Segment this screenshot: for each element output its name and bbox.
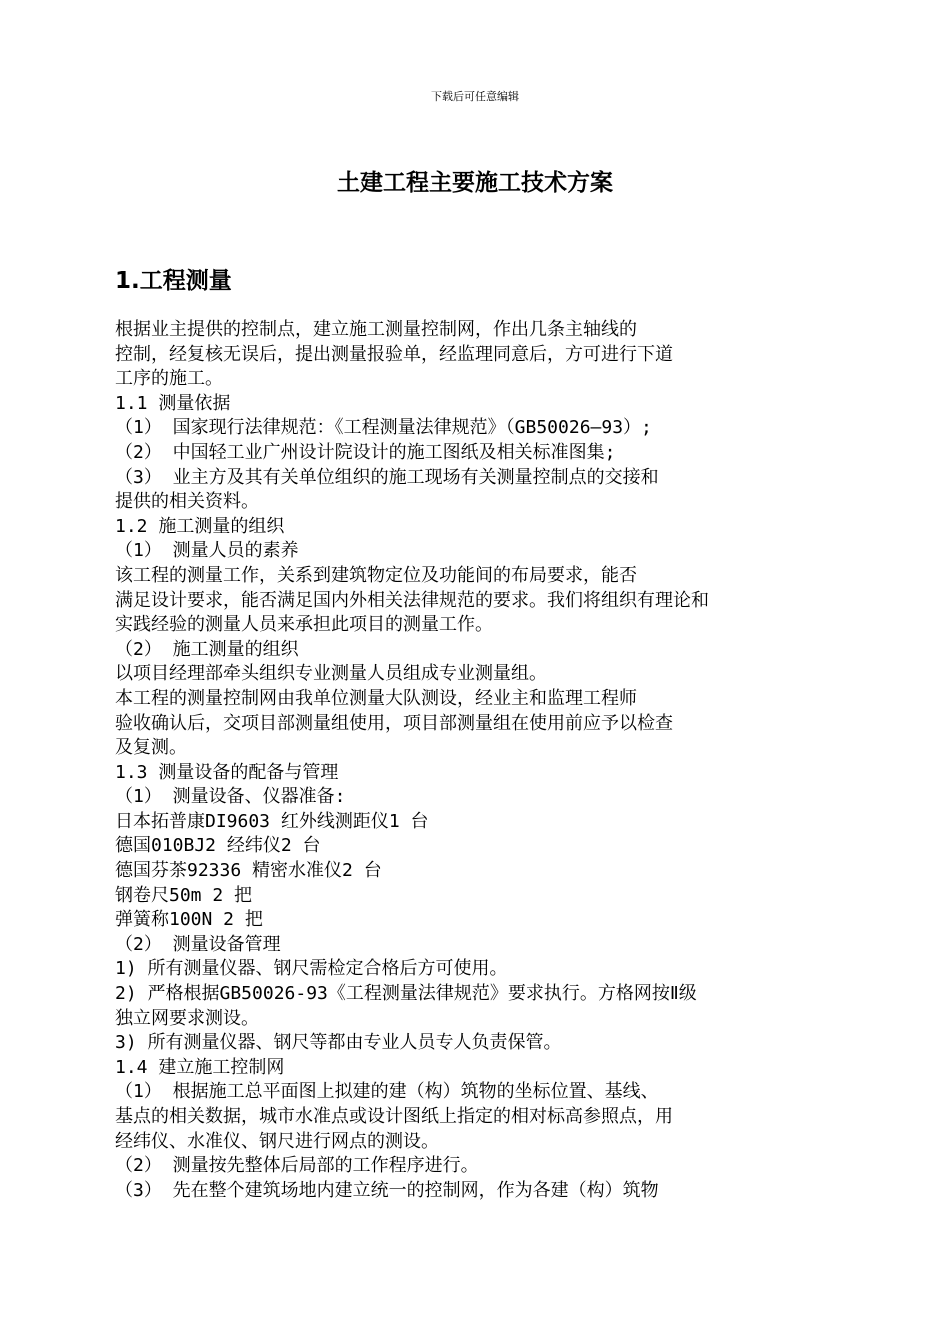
document-title: 土建工程主要施工技术方案 xyxy=(337,170,613,196)
body-line: （2） 中国轻工业广州设计院设计的施工图纸及相关标准图集; xyxy=(115,441,616,463)
body-line: 实践经验的测量人员来承担此项目的测量工作。 xyxy=(115,614,493,636)
body-line: 工序的施工。 xyxy=(115,368,223,390)
body-line: 控制，经复核无误后，提出测量报验单，经监理同意后，方可进行下道 xyxy=(115,343,673,365)
body-line: 钢卷尺50m 2 把 xyxy=(115,884,253,906)
body-line: （1） 测量设备、仪器准备: xyxy=(115,786,346,808)
body-line: 3) 所有测量仪器、钢尺等都由专业人员专人负责保管。 xyxy=(115,1032,562,1054)
body-line: 本工程的测量控制网由我单位测量大队测设，经业主和监理工程师 xyxy=(115,687,637,709)
body-line: 德国芬茶92336 精密水准仪2 台 xyxy=(115,860,382,882)
body-line: 满足设计要求，能否满足国内外相关法律规范的要求。我们将组织有理论和 xyxy=(115,589,709,611)
body-line: 经纬仪、水准仪、钢尺进行网点的测设。 xyxy=(115,1130,439,1152)
body-line: （1） 国家现行法律规范：《工程测量法律规范》（GB50026—93）; xyxy=(115,417,652,439)
document-body xyxy=(115,318,915,1203)
body-line: 日本拓普康DI9603 红外线测距仪1 台 xyxy=(115,810,429,832)
body-line: 1) 所有测量仪器、钢尺需检定合格后方可使用。 xyxy=(115,958,508,980)
body-line: 基点的相关数据，城市水准点或设计图纸上指定的相对标高参照点，用 xyxy=(115,1106,673,1127)
body-line: 该工程的测量工作，关系到建筑物定位及功能间的布局要求，能否 xyxy=(115,564,637,586)
body-line: 提供的相关资料。 xyxy=(115,491,259,513)
body-line: （2） 施工测量的组织 xyxy=(115,638,299,660)
body-line: （2） 测量设备管理 xyxy=(115,933,281,955)
body-line: （3） 先在整个建筑场地内建立统一的控制网，作为各建（构）筑物 xyxy=(115,1179,659,1201)
section-heading: 1.工程测量 xyxy=(115,268,232,294)
body-line: 1.2 施工测量的组织 xyxy=(115,515,285,537)
body-line: 1.3 测量设备的配备与管理 xyxy=(115,761,339,783)
body-line: （2） 测量按先整体后局部的工作程序进行。 xyxy=(115,1155,479,1177)
body-line: 1.1 测量依据 xyxy=(115,392,231,414)
header-note: 下载后可任意编辑 xyxy=(431,90,519,103)
body-line: 弹簧称100N 2 把 xyxy=(115,909,263,931)
body-line: 独立网要求测设。 xyxy=(115,1007,259,1029)
body-line: （1） 根据施工总平面图上拟建的建（构）筑物的坐标位置、基线、 xyxy=(115,1081,659,1103)
body-line: 及复测。 xyxy=(115,737,187,759)
body-line: 根据业主提供的控制点，建立施工测量控制网，作出几条主轴线的 xyxy=(115,319,637,340)
body-line: 2) 严格根据GB50026-93《工程测量法律规范》要求执行。方格网按Ⅱ级 xyxy=(115,983,697,1005)
body-line: （3） 业主方及其有关单位组织的施工现场有关测量控制点的交接和 xyxy=(115,466,659,488)
body-line: 1.4 建立施工控制网 xyxy=(115,1056,285,1078)
body-line: （1） 测量人员的素养 xyxy=(115,540,299,562)
body-line: 德国010BJ2 经纬仪2 台 xyxy=(115,835,321,857)
body-line: 验收确认后，交项目部测量组使用，项目部测量组在使用前应予以检查 xyxy=(115,712,673,734)
body-line: 以项目经理部牵头组织专业测量人员组成专业测量组。 xyxy=(115,663,547,685)
